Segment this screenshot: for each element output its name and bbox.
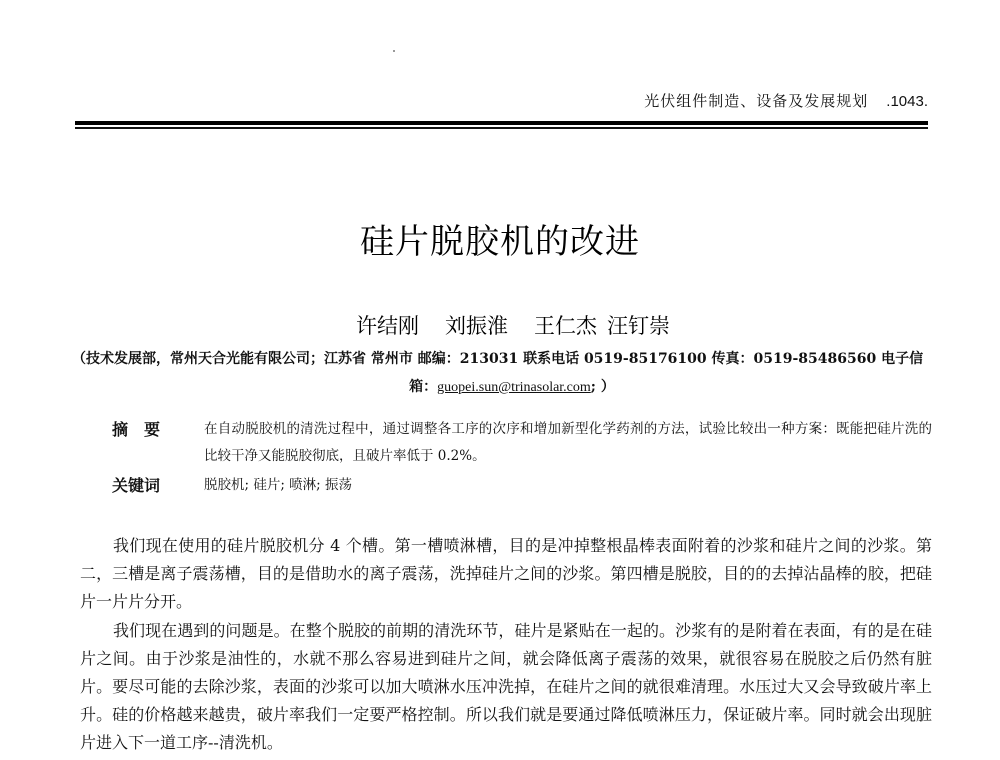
author-name: 汪钉崇 [607,314,670,338]
running-title: 光伏组件制造、设备及发展规划 [644,92,869,110]
keywords-text: 脱胶机; 硅片; 喷淋; 振荡 [204,477,353,493]
body-text [80,532,932,758]
keywords-label: 关键词 [112,476,161,495]
author-name: 王仁杰 [534,314,597,338]
body-paragraph: 我们现在使用的硅片脱胶机分 4 个槽。第一槽喷淋槽，目的是冲掉整根晶棒表面附着的沙浆和硅片之间的沙浆。第二，三槽是离子震荡槽，目的是借助水的离子震荡，洗掉硅片之间的沙浆。第四槽是脱胶，目的的去掉沾晶棒的胶，把硅片一片片分开。 [80,536,932,612]
affiliation-email-line [92,373,932,402]
abstract-text: 在自动脱胶机的清洗过程中，通过调整各工序的次序和增加新型化学药剂的方法，试验比较出一种方案：既能把硅片洗的比较干净又能脱胶彻底，且破片率低于 0.2%。 [204,421,932,464]
email-prefix: 箱： [409,379,438,395]
header-rule-thick [75,121,928,125]
body-paragraph: 我们现在遇到的问题是。在整个脱胶的前期的清洗环节，硅片是紧贴在一起的。沙浆有的是附着在表面，有的是在硅片之间。由于沙浆是油性的，水就不那么容易进到硅片之间，就会降低离子震荡的效果，就很容易在脱胶之后仍然有脏片。要尽可能的去除沙浆，表面的沙浆可以加大喷淋水压冲洗掉，在硅片之间的就很难清理。水压过大又会导致破片率上升。硅的价格越来越贵，破片率我们一定要严格控制。所以我们就是要通过降低喷淋压力，保证破片率。同时就会出现脏片进入下一道工序--清洗机。 [80,620,932,753]
header-rule-thin [75,127,928,129]
affiliation-line: （技术发展部，常州天合光能有限公司；江苏省 常州市 邮编：213031 联系电话 0519-85176100 传真：0519-85486560 电子信 [72,351,924,367]
abstract-section [112,416,932,499]
affiliation-block [72,345,932,402]
author-list [356,310,670,340]
page-number: .1043. [886,93,928,110]
running-header [644,90,928,111]
article-title: 硅片脱胶机的改进 [360,222,640,262]
keywords-row [112,472,932,499]
author-name: 许结刚 [356,314,419,338]
email-link[interactable]: guopei.sun@trinasolar.com [437,380,591,395]
abstract-label: 摘要 [112,420,177,439]
email-suffix: ; ） [590,379,615,395]
abstract-row [112,416,932,470]
scan-speck [393,50,395,52]
author-name: 刘振淮 [445,314,508,338]
